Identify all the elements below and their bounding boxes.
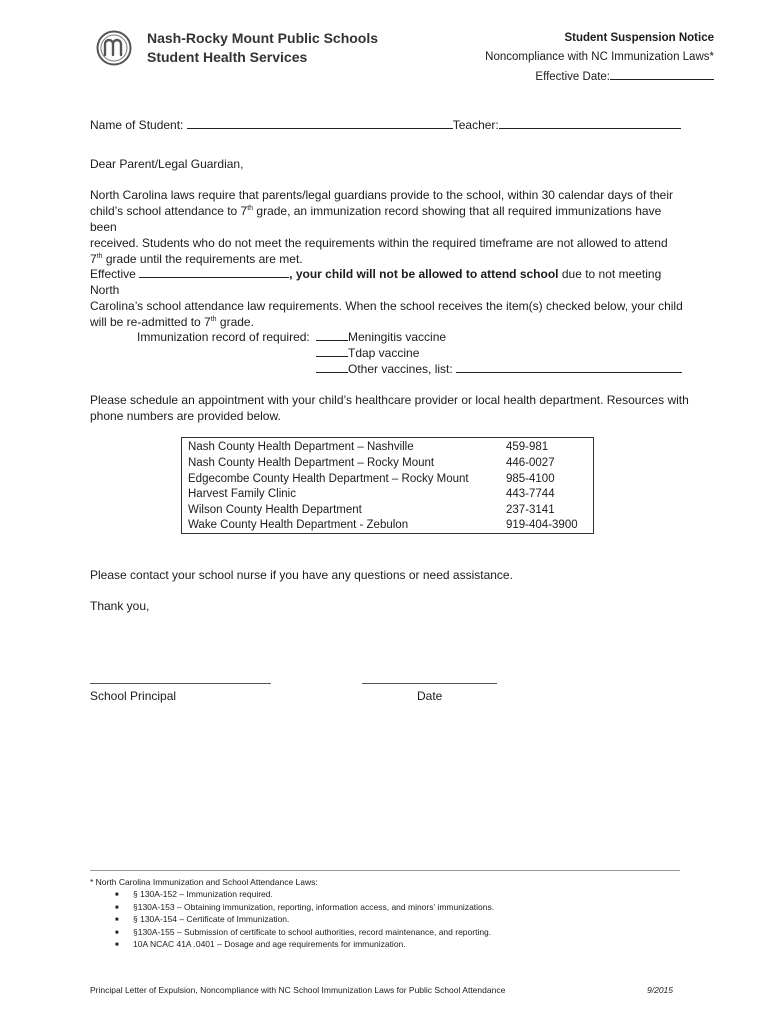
resource-row: Wake County Health Department - Zebulon 919-404-3900 <box>188 519 578 531</box>
principal-label: School Principal <box>90 689 177 703</box>
p1-line4: 7th grade until the requirements are met. <box>90 252 303 266</box>
p2-line3: will be re-admitted to 7th grade. <box>90 315 254 329</box>
student-name-field[interactable] <box>187 117 453 129</box>
footnote-item: ■ § 130A-152 – Immunization required. <box>115 889 273 899</box>
immunization-item-other[interactable]: Other vaccines, list: <box>316 361 682 377</box>
teacher-field[interactable] <box>499 117 681 129</box>
contact-nurse-text: Please contact your school nurse if you have any questions or need assistance. <box>90 568 513 582</box>
effective-date-row <box>535 68 714 83</box>
paragraph-suspension <box>90 266 690 330</box>
footnote-item: ■ § 130A-154 – Certificate of Immunization. <box>115 914 290 924</box>
immunization-item-meningitis[interactable]: Meningitis vaccine <box>316 329 446 345</box>
district-logo-icon <box>96 30 132 66</box>
resource-row: Harvest Family Clinic 443-7744 <box>188 488 555 500</box>
suspension-effective-date-field[interactable] <box>139 266 289 278</box>
immunization-item-tdap[interactable]: Tdap vaccine <box>316 345 419 361</box>
notice-title: Student Suspension Notice <box>564 32 714 44</box>
immunization-label: Immunization record of required: <box>137 330 310 344</box>
footnote-item: ■ 10A NCAC 41A .0401 – Dosage and age requirements for immunization. <box>115 939 406 949</box>
effective-date-label: Effective Date: <box>535 71 610 83</box>
resource-row: Wilson County Health Department 237-3141 <box>188 504 555 516</box>
student-name-label: Name of Student: <box>90 118 184 132</box>
principal-signature-line[interactable] <box>90 683 271 684</box>
resources-table <box>181 437 594 534</box>
p2-line2: Carolina’s school attendance law requirements. When the school receives the item(s) checked below, your child <box>90 299 683 313</box>
resource-row: Nash County Health Department – Rocky Mount 446-0027 <box>188 457 555 469</box>
closing: Thank you, <box>90 599 150 613</box>
resource-row: Edgecombe County Health Department – Rocky Mount 985-4100 <box>188 473 555 485</box>
teacher-label: Teacher: <box>452 118 499 132</box>
date-label: Date <box>417 689 443 703</box>
department-name: Student Health Services <box>147 49 308 65</box>
footer-revision-date: 9/2015 <box>647 985 673 995</box>
district-name: Nash-Rocky Mount Public Schools <box>147 30 379 46</box>
student-info-row <box>90 117 681 133</box>
resource-row: Nash County Health Department – Nashville 459-981 <box>188 441 549 453</box>
footnote-item: ■ §130A-155 – Submission of certificate to school authorities, record maintenance, and reporting. <box>115 927 492 937</box>
footnote-title: * North Carolina Immunization and School Attendance Laws: <box>90 877 318 887</box>
p1-line3: received. Students who do not meet the requirements within the required timeframe are not allowed to attend <box>90 236 668 250</box>
footnote-divider <box>90 870 680 871</box>
p3-line1: Please schedule an appointment with your child’s healthcare provider or local health department. Resources with <box>90 393 689 407</box>
p1-line1: North Carolina laws require that parents/legal guardians provide to the school, within 30 calendar days of their <box>90 188 673 202</box>
salutation: Dear Parent/Legal Guardian, <box>90 157 244 171</box>
effective-date-field[interactable] <box>610 68 714 80</box>
p1-line2: child’s school attendance to 7th grade, an immunization record showing that all required immunizations have been <box>90 204 662 234</box>
other-vaccines-field[interactable] <box>456 361 682 373</box>
p3-line2: phone numbers are provided below. <box>90 409 281 423</box>
p2-line1: Effective , your child will not be allowed to attend school due to not meeting North <box>90 267 662 297</box>
footnote-item: ■ §130A-153 – Obtaining immunization, reporting, information access, and minors’ immunizations. <box>115 902 495 912</box>
notice-subtitle: Noncompliance with NC Immunization Laws* <box>485 51 714 63</box>
paragraph-appointment <box>90 392 690 424</box>
footer-document-title: Principal Letter of Expulsion, Noncompliance with NC School Immunization Laws for Public School Attendance <box>90 985 506 995</box>
date-signature-line[interactable] <box>362 683 497 684</box>
paragraph-requirements <box>90 187 690 267</box>
